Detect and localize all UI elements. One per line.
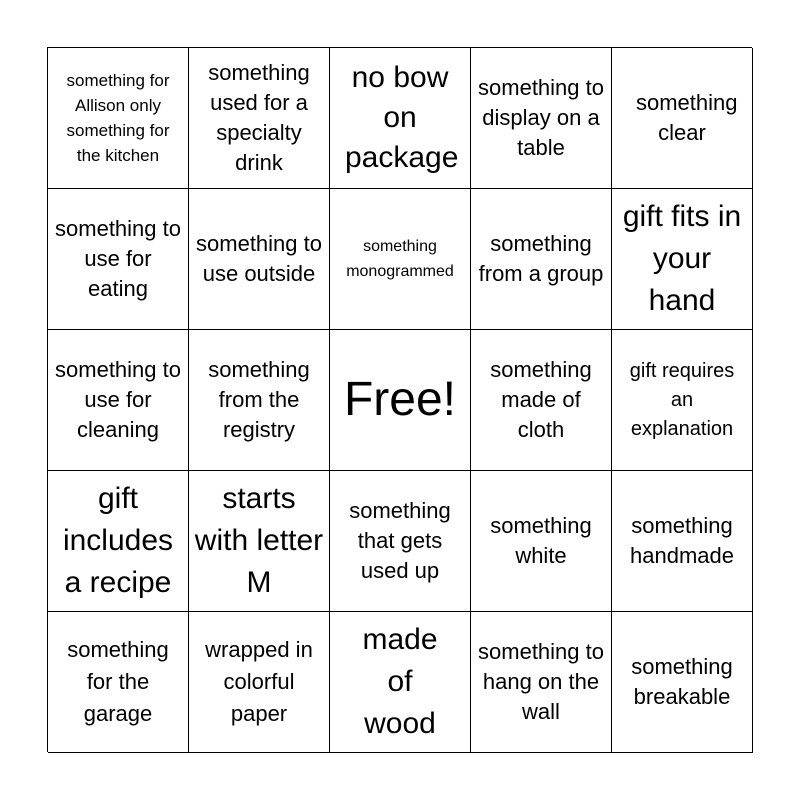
bingo-cell-r1c1[interactable]: [48, 48, 189, 189]
cell-text: something made of cloth: [490, 357, 592, 442]
cell-text: something to hang on the wall: [478, 639, 604, 724]
cell-text: something for the garage: [67, 637, 169, 726]
cell-text: something that gets used up: [349, 498, 451, 583]
cell-text: something white: [490, 513, 592, 568]
cell-text: starts with letter M: [194, 482, 324, 599]
cell-text: something to use for cleaning: [55, 357, 181, 442]
bingo-cell-r4c4[interactable]: [471, 471, 612, 612]
bingo-cell-r2c1[interactable]: [48, 189, 189, 330]
cell-text: gift includes a recipe: [62, 482, 174, 599]
bingo-cell-r5c2[interactable]: [189, 612, 330, 753]
cell-text: something handmade: [630, 513, 734, 568]
cell-text: Free!: [343, 373, 457, 426]
cell-text: something to display on a table: [478, 75, 604, 160]
bingo-cell-r2c4[interactable]: [471, 189, 612, 330]
bingo-cell-r5c4[interactable]: [471, 612, 612, 753]
bingo-cell-r5c3[interactable]: [330, 612, 471, 753]
bingo-cell-r1c5[interactable]: [612, 48, 753, 189]
cell-text: something to use for eating: [55, 216, 181, 301]
bingo-cell-r3c1[interactable]: [48, 330, 189, 471]
cell-text: gift fits in your hand: [622, 200, 742, 317]
cell-text: something monogrammed: [346, 238, 454, 280]
bingo-cell-r2c5[interactable]: [612, 189, 753, 330]
cell-text: something clear: [636, 90, 738, 145]
cell-text: made of wood: [362, 623, 438, 740]
cell-text: wrapped in colorful paper: [205, 637, 313, 726]
cell-text: something from the registry: [208, 357, 310, 442]
bingo-cell-r3c5[interactable]: [612, 330, 753, 471]
cell-text: no bow on package: [345, 61, 459, 174]
bingo-cell-r1c2[interactable]: [189, 48, 330, 189]
cell-text: something to use outside: [196, 231, 322, 286]
bingo-cell-r4c5[interactable]: [612, 471, 753, 612]
bingo-cell-r3c2[interactable]: [189, 330, 330, 471]
bingo-cell-r2c3[interactable]: [330, 189, 471, 330]
bingo-cell-r4c3[interactable]: [330, 471, 471, 612]
bingo-cell-r5c5[interactable]: [612, 612, 753, 753]
bingo-cell-r4c2[interactable]: [189, 471, 330, 612]
bingo-cell-r2c2[interactable]: [189, 189, 330, 330]
bingo-cell-r1c3[interactable]: [330, 48, 471, 189]
cell-text: something breakable: [631, 654, 733, 709]
cell-text: something used for a specialty drink: [208, 60, 310, 175]
bingo-cell-r5c1[interactable]: [48, 612, 189, 753]
bingo-cell-r1c4[interactable]: [471, 48, 612, 189]
bingo-cell-r3c4[interactable]: [471, 330, 612, 471]
cell-text: gift requires an explanation: [629, 359, 735, 440]
cell-text: something for Allison only something for the kitchen: [66, 71, 170, 165]
cell-text: something from a group: [478, 231, 604, 286]
bingo-free-space[interactable]: [330, 330, 471, 471]
bingo-cell-r4c1[interactable]: [48, 471, 189, 612]
bingo-board: [47, 47, 752, 752]
